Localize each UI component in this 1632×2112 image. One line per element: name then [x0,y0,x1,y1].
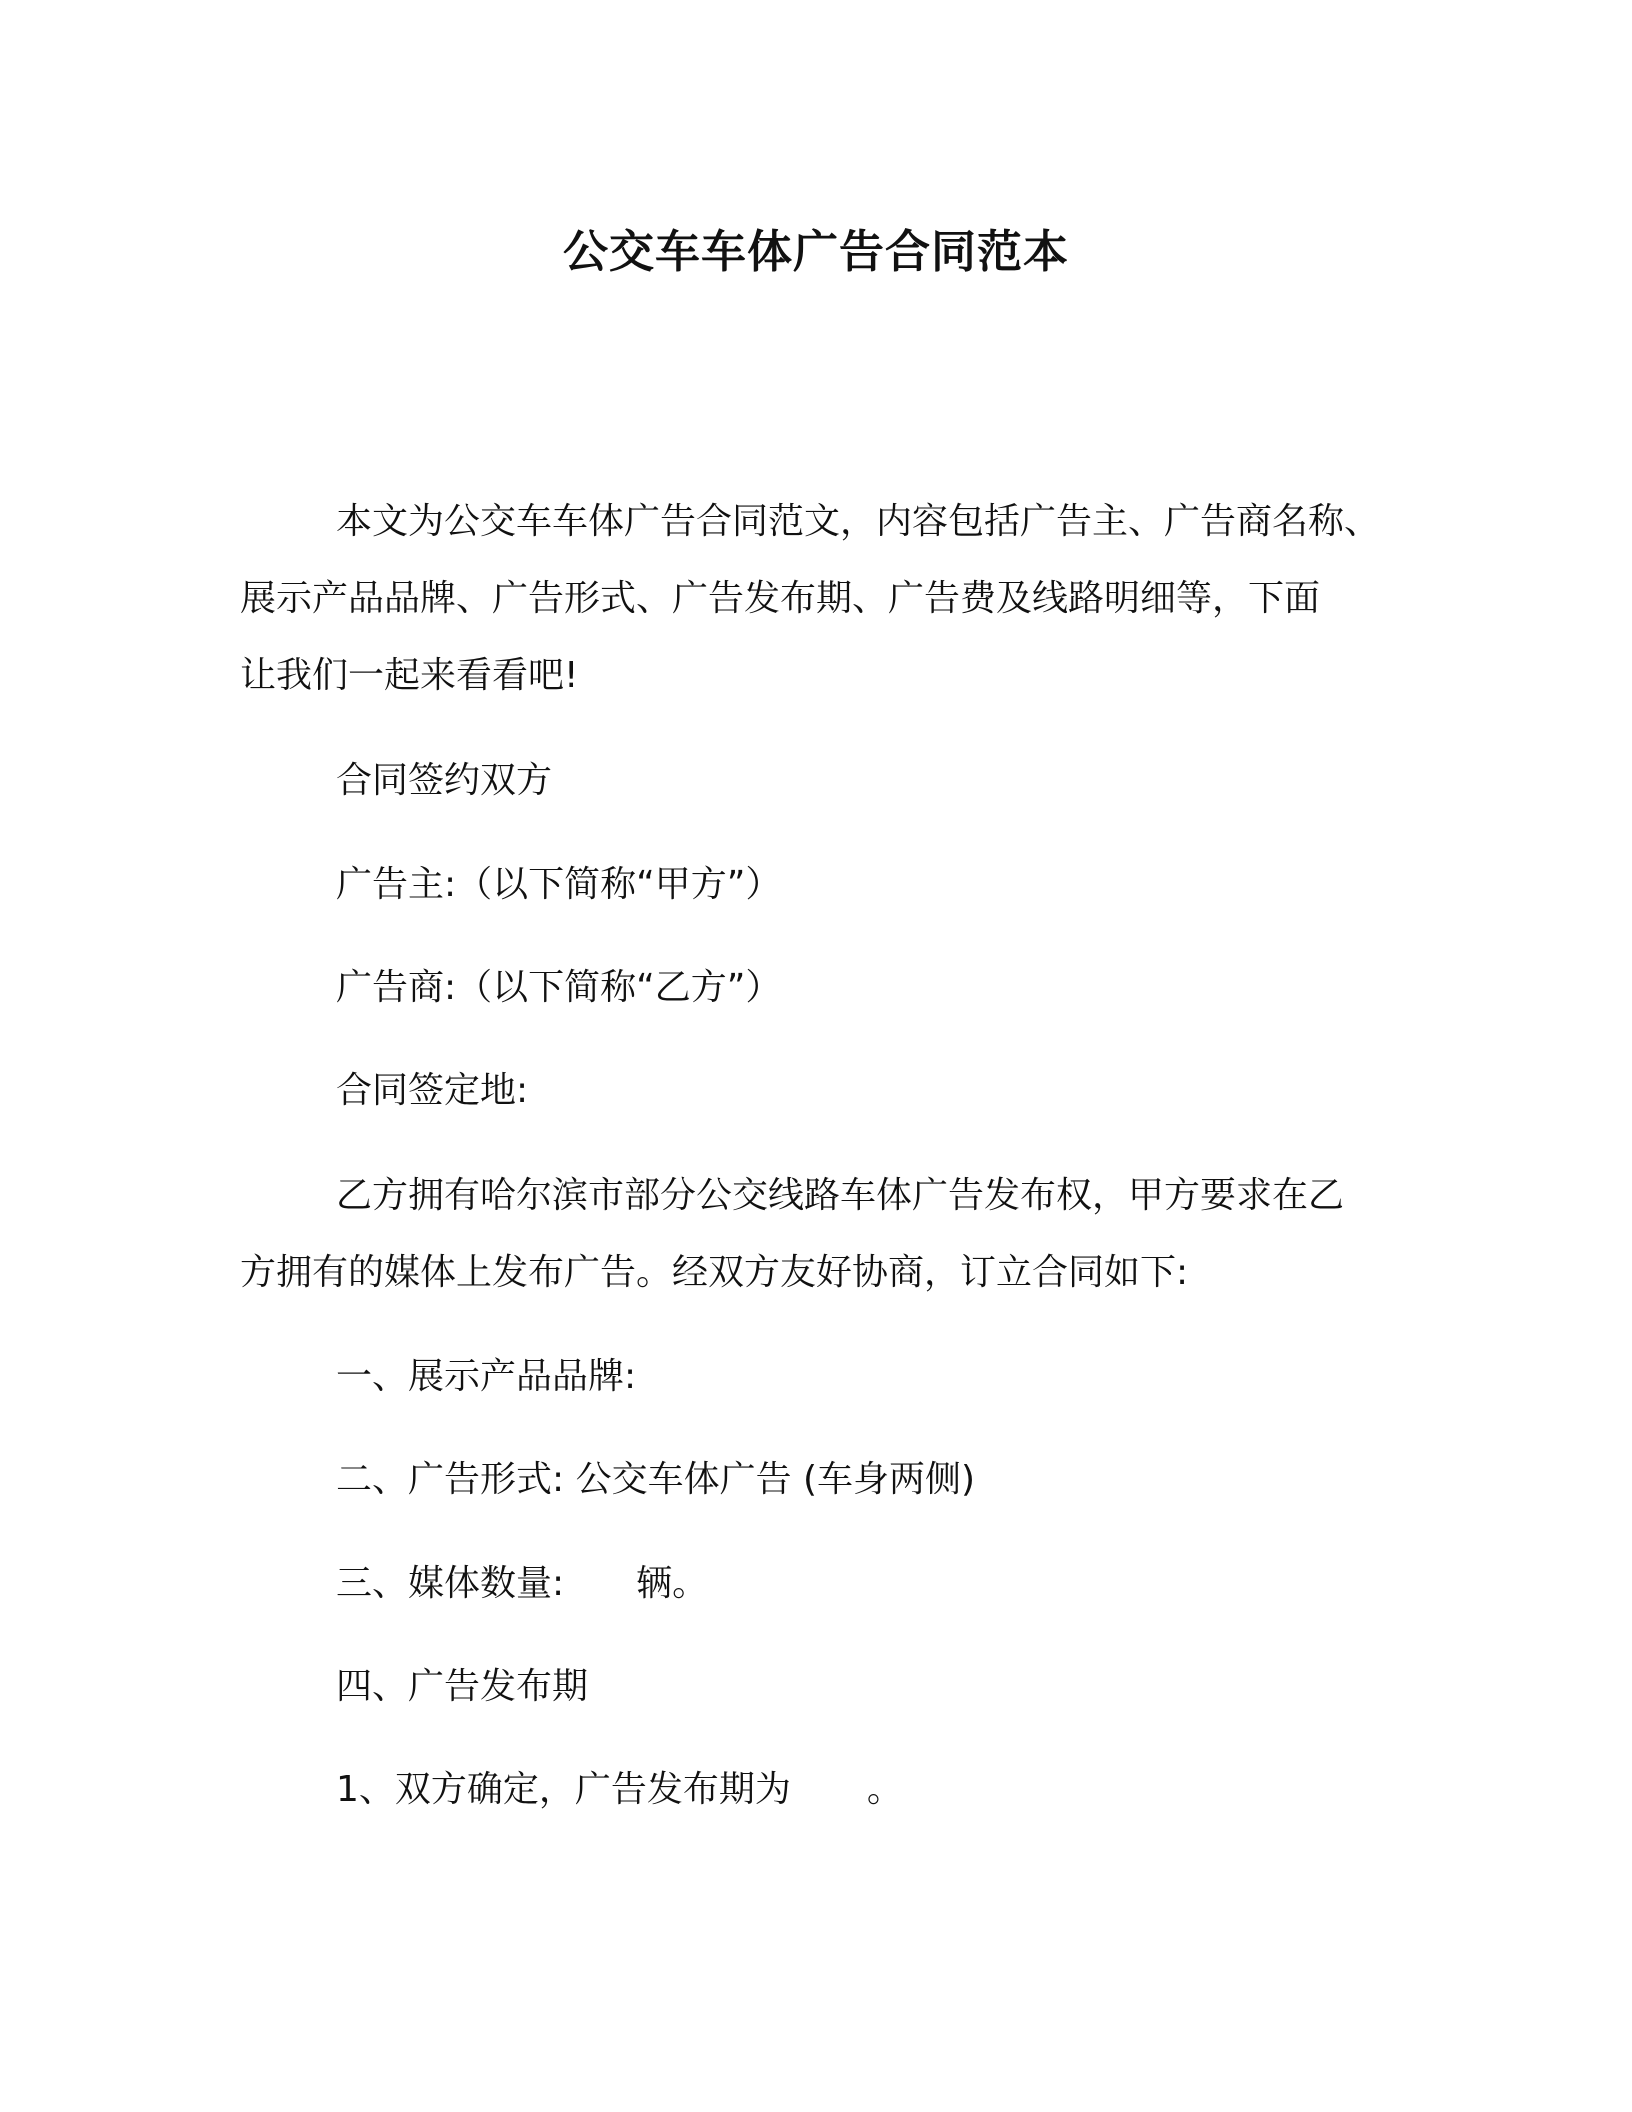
intro-line-1: 本文为公交车车体广告合同范文，内容包括广告主、广告商名称、 [336,501,1381,542]
intro-line-2: 展示产品品牌、广告形式、广告发布期、广告费及线路明细等，下面 [240,578,1321,619]
agent-line: 广告商:（以下简称“乙方”） [336,967,782,1008]
media-quantity-unit: 辆。 [636,1563,709,1604]
advertiser-line: 广告主:（以下简称“甲方”） [336,864,782,905]
item-ad-format: 二、广告形式: 公交车体广告 (车身两侧) [336,1459,976,1500]
item-publication-period: 四、广告发布期 [336,1666,589,1707]
document-title: 公交车车体广告合同范本 [562,225,1069,278]
publication-period-label: 1、双方确定，广告发布期为 [336,1769,791,1810]
rights-line-2: 方拥有的媒体上发布广告。经双方友好协商，订立合同如下: [240,1252,1189,1293]
media-quantity-label: 三、媒体数量: [336,1563,565,1604]
intro-line-3: 让我们一起来看看吧! [240,655,579,696]
item-product-brand: 一、展示产品品牌: [336,1356,637,1397]
item-media-quantity [240,1545,1516,1622]
signing-place-line: 合同签定地: [336,1070,529,1111]
rights-line-1: 乙方拥有哈尔滨市部分公交线路车体广告发布权，甲方要求在乙 [336,1175,1345,1216]
intro-paragraph [240,483,1420,714]
rights-paragraph [240,1157,1420,1311]
parties-heading: 合同签约双方 [336,760,553,801]
publication-period-end: 。 [866,1769,903,1810]
item-publication-period-detail [240,1751,1516,1828]
